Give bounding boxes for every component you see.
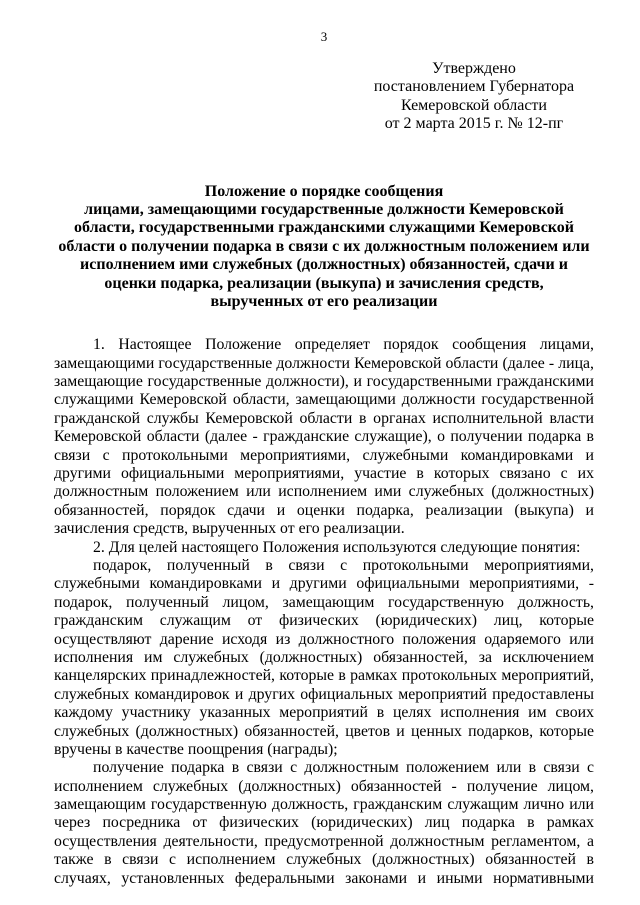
text-line: должностным положением или исполнением ими служебных (должностных) bbox=[54, 483, 594, 501]
document-title bbox=[54, 183, 594, 312]
approval-stamp-block bbox=[364, 60, 584, 134]
title-line: области о получении подарка в связи с их должностным положением или bbox=[58, 237, 590, 255]
text-line: служебных командировок и других официальных мероприятий предоставлены bbox=[54, 685, 594, 703]
text-line: замещающим государственную должность, гражданским служащим лично или bbox=[54, 796, 594, 814]
paragraph bbox=[54, 557, 594, 759]
text-line: вручены в качестве поощрения (награды); bbox=[54, 740, 338, 758]
text-line: получение подарка в связи с должностным положением или в связи с bbox=[93, 759, 594, 777]
text-line: служебных (должностных) обязанностей, цветов и ценных подарков, которые bbox=[54, 722, 594, 740]
title-line: Положение о порядке сообщения bbox=[204, 182, 444, 200]
title-line: области, государственными гражданскими служащими Кемеровской bbox=[73, 219, 575, 237]
text-line: служащими Кемеровской области, замещающими должности государственной bbox=[54, 391, 594, 409]
approval-line: от 2 марта 2015 г. № 12-пг bbox=[384, 115, 564, 133]
text-line: связи с протокольными мероприятиями, служебными командировками и bbox=[54, 446, 594, 464]
title-line: оценки подарка, реализации (выкупа) и зачисления средств, bbox=[104, 274, 544, 292]
text-line: другими официальными мероприятиями, участие в которых связано с их bbox=[54, 465, 594, 483]
text-line: 1. Настоящее Положение определяет порядок сообщения лицами, bbox=[93, 336, 594, 354]
title-line: исполнением ими служебных (должностных) обязанностей, сдачи и bbox=[80, 256, 568, 274]
text-line: осуществляют дарение исходя из должностного положения одаряемого или bbox=[54, 630, 594, 648]
text-line: гражданским служащим от физических (юридических) лиц, которые bbox=[54, 612, 594, 630]
text-line: исполнения им служебных (должностных) обязанностей, за исключением bbox=[54, 648, 594, 666]
text-line: случаях, установленных федеральными законами и иными нормативными bbox=[54, 869, 594, 887]
text-line: подарок, полученный в связи с протокольными мероприятиями, bbox=[93, 556, 594, 574]
page-number: 3 bbox=[320, 29, 328, 44]
text-line: осуществления деятельности, предусмотренной должностным регламентом, а bbox=[54, 832, 594, 850]
document-body bbox=[54, 336, 594, 888]
text-line: через посредника от физических (юридических) лиц подарка в рамках bbox=[54, 814, 594, 832]
text-line: замещающими государственные должности Кемеровской области (далее - лица, bbox=[54, 354, 594, 372]
paragraph bbox=[54, 336, 594, 538]
text-line: обязанностей, порядок сдачи и оценки подарка, реализации (выкупа) и bbox=[54, 501, 594, 519]
approval-line: Утверждено bbox=[432, 60, 516, 77]
text-line: Кемеровской области (далее - гражданские служащие), о получении подарка в bbox=[54, 428, 594, 446]
text-line: исполнением служебных (должностных) обязанностей - получение лицом, bbox=[54, 777, 594, 795]
text-line: подарок, полученный лицом, замещающим государственную должность, bbox=[54, 593, 594, 611]
text-line: 2. Для целей настоящего Положения используются следующие понятия: bbox=[93, 538, 581, 556]
approval-line: Кемеровской области bbox=[401, 96, 547, 114]
text-line: каждому участнику указанных мероприятий в целях исполнения им своих bbox=[54, 704, 594, 722]
title-line: вырученных от его реализации bbox=[210, 292, 438, 310]
text-line: служебными командировками и другими официальными мероприятиями, - bbox=[54, 575, 594, 593]
text-line: канцелярских принадлежностей, которые в рамках протокольных мероприятий, bbox=[54, 667, 594, 685]
paragraph bbox=[54, 759, 594, 888]
paragraph bbox=[54, 539, 594, 557]
text-line: также в связи с исполнением служебных (должностных) обязанностей в bbox=[54, 851, 594, 869]
title-line: лицами, замещающими государственные должности Кемеровской bbox=[84, 200, 564, 218]
text-line: зачисления средств, вырученных от его реализации. bbox=[54, 520, 405, 538]
text-line: замещающие государственные должности), и государственными гражданскими bbox=[54, 373, 594, 391]
text-line: гражданской службы Кемеровской области в органах исполнительной власти bbox=[54, 409, 594, 427]
approval-line: постановлением Губернатора bbox=[373, 78, 575, 96]
